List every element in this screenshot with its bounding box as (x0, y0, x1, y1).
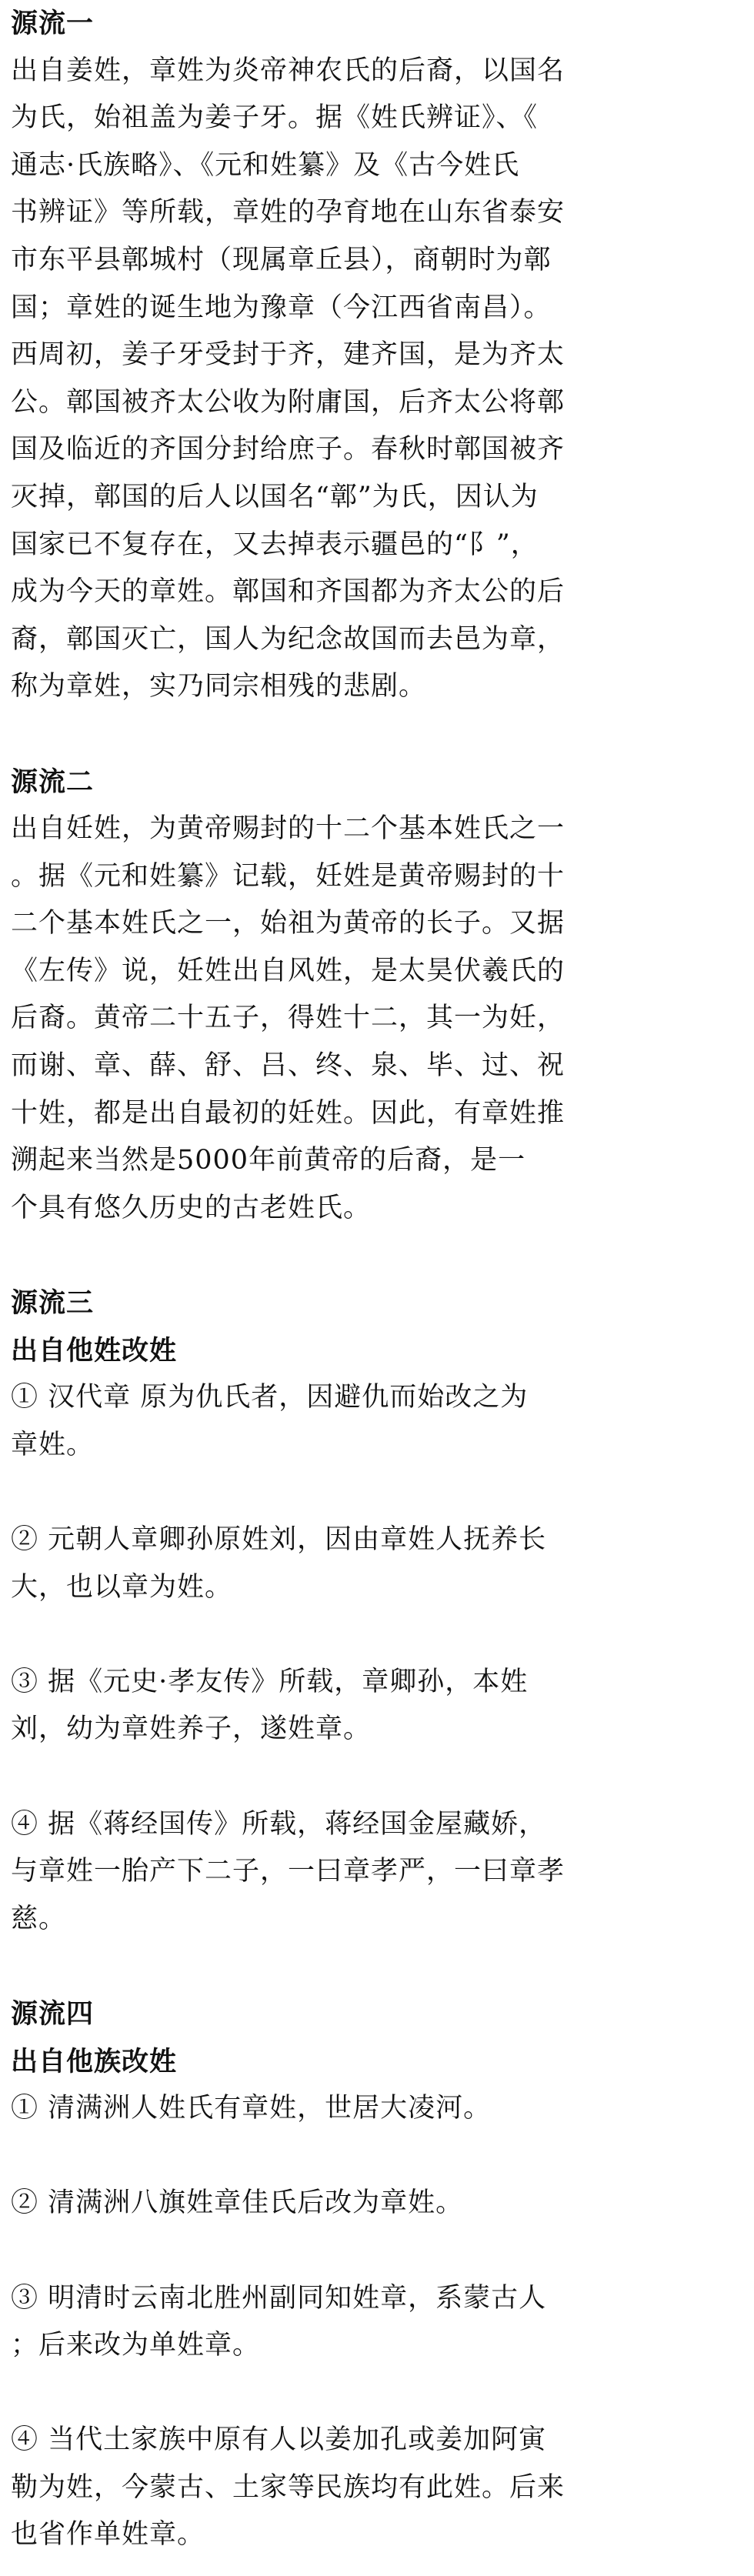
paragraph-line: 市东平县鄣城村（现属章丘县），商朝时为鄣 (11, 244, 552, 275)
list-item (11, 1659, 746, 1753)
section-heading: 源流三 (11, 1287, 95, 1320)
list-item-line: ；后来改为单姓章。 (11, 2330, 261, 2361)
paragraph-line: 二个基本姓氏之一，始祖为黄帝的长子。又据 (11, 908, 566, 939)
paragraph-line: 为氏，始祖盖为姜子牙。据《姓氏辨证》、《 (11, 102, 539, 134)
paragraph-line: 后裔。黄帝二十五子，得姓十二，其一为妊， (11, 1003, 566, 1034)
list-item-line: ④ 当代土家族中原有人以姜加孔或姜加阿寅 (11, 2424, 547, 2456)
spacer (11, 2133, 746, 2181)
list-item-line: 慈。 (11, 1903, 67, 1934)
paragraph-line: 《左传》说，妊姓出自风姓，是太昊伏羲氏的 (11, 955, 566, 986)
list-item (11, 1374, 746, 1469)
paragraph-line: 书辨证》等所载，章姓的孕育地在山东省泰安 (11, 197, 566, 229)
section-subheading: 出自他族改姓 (11, 2045, 178, 2077)
paragraph-line: 国家已不复存在，又去掉表示疆邑的“阝”， (11, 529, 539, 560)
list-item-line: 与章姓一胎产下二子，一曰章孝严，一曰章孝 (11, 1856, 566, 1887)
paragraph-line: 公。鄣国被齐太公收为附庸国，后齐太公将鄣 (11, 386, 566, 418)
paragraph-line: 国及临近的齐国分封给庶子。春秋时鄣国被齐 (11, 434, 566, 465)
paragraph-line: 西周初，姜子牙受封于齐，建齐国，是为齐太 (11, 339, 566, 371)
paragraph-line: 个具有悠久历史的古老姓氏。 (11, 1192, 372, 1223)
list-item-line: 刘，幼为章姓养子，遂姓章。 (11, 1713, 372, 1745)
list-item-line: ③ 明清时云南北胜州副同知姓章，系蒙古人 (11, 2282, 547, 2314)
spacer (11, 1753, 746, 1801)
list-item-line: ③ 据《元史·孝友传》所载，章卿孙，本姓 (11, 1666, 529, 1697)
paragraph-line: 称为章姓，实乃同宗相残的悲剧。 (11, 671, 427, 702)
spacer (11, 1232, 746, 1280)
paragraph-line: 通志·氏族略》、《元和姓纂》及《古今姓氏 (11, 149, 520, 181)
spacer (11, 1943, 746, 1990)
paragraph-line: 十姓，都是出自最初的妊姓。因此，有章姓推 (11, 1097, 566, 1129)
section-heading: 源流四 (11, 1997, 95, 2030)
paragraph-line: 出自姜姓，章姓为炎帝神农氏的后裔，以国名 (11, 55, 566, 86)
spacer (11, 711, 746, 759)
section-origin-1 (11, 0, 746, 711)
list-item (11, 1517, 746, 1611)
section-origin-2 (11, 759, 746, 1233)
spacer (11, 2370, 746, 2418)
list-item-line: ② 清满洲八旗姓章佳氏后改为章姓。 (11, 2187, 464, 2219)
list-item (11, 1801, 746, 1944)
section-origin-4 (11, 1990, 746, 2559)
paragraph-line: 国；章姓的诞生地为豫章（今江西省南昌）。 (11, 292, 552, 323)
section-heading: 源流二 (11, 766, 95, 798)
paragraph-line: 裔，鄣国灭亡，国人为纪念故国而去邑为章， (11, 623, 566, 655)
spacer (11, 1611, 746, 1659)
section-subheading: 出自他姓改姓 (11, 1334, 178, 1366)
list-item (11, 2417, 746, 2559)
spacer (11, 2227, 746, 2275)
list-item-line: ④ 据《蒋经国传》所载，蒋经国金屋藏娇， (11, 1808, 547, 1840)
list-item-line: 大，也以章为姓。 (11, 1571, 233, 1603)
list-item (11, 2180, 746, 2227)
paragraph-line: 出自妊姓，为黄帝赐封的十二个基本姓氏之一 (11, 813, 566, 845)
list-item (11, 2275, 746, 2370)
list-item-line: 也省作单姓章。 (11, 2519, 205, 2551)
paragraph-line: 。据《元和姓纂》记载，妊姓是黄帝赐封的十 (11, 860, 566, 892)
paragraph-line: 溯起来当然是5000年前黄帝的后裔，是一 (11, 1145, 526, 1176)
list-item-line: ① 清满洲人姓氏有章姓，世居大凌河。 (11, 2093, 492, 2124)
list-item-line: 勒为姓，今蒙古、土家等民族均有此姓。后来 (11, 2471, 566, 2503)
paragraph-line: 成为今天的章姓。鄣国和齐国都为齐太公的后 (11, 576, 566, 608)
spacer (11, 1469, 746, 1517)
section-heading: 源流一 (11, 8, 95, 39)
paragraph-line: 而谢、章、薛、舒、吕、终、泉、毕、过、祝 (11, 1050, 566, 1082)
list-item-line: ① 汉代章 原为仇氏者，因避仇而始改之为 (11, 1382, 529, 1413)
section-origin-3 (11, 1280, 746, 1943)
paragraph-line: 灭掉，鄣国的后人以国名“鄣”为氏，因认为 (11, 481, 539, 512)
list-item-line: 章姓。 (11, 1429, 95, 1460)
list-item-line: ② 元朝人章卿孙原姓刘，因由章姓人抚养长 (11, 1524, 547, 1555)
list-item (11, 2085, 746, 2133)
